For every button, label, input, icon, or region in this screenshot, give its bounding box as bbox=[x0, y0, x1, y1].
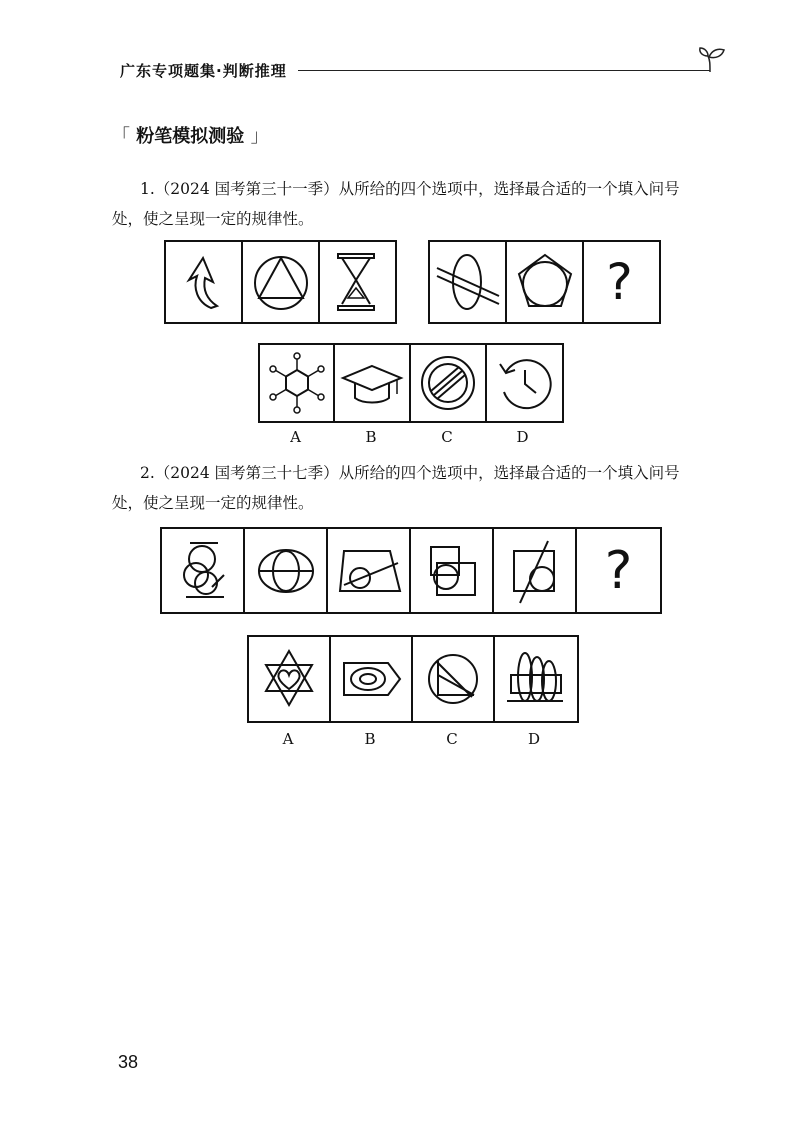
option-label-d: D bbox=[527, 730, 541, 748]
q1-option-c-figure[interactable] bbox=[411, 345, 487, 421]
header-rule bbox=[298, 70, 710, 71]
option-label-c: C bbox=[446, 730, 458, 748]
stacked-circles-figure bbox=[164, 533, 242, 609]
q1-stem-figure-3 bbox=[320, 242, 391, 322]
ellipses-rectangle-figure bbox=[497, 641, 575, 717]
option-label-d: D bbox=[516, 428, 529, 446]
trapezoid-circle-figure bbox=[330, 533, 408, 609]
q2-option-d-figure[interactable] bbox=[495, 637, 577, 721]
q1-stem-figure-5 bbox=[507, 242, 584, 322]
q1-option-d-figure[interactable] bbox=[487, 345, 562, 421]
ellipse-with-lines-figure bbox=[431, 246, 505, 318]
hexagon-molecule-figure bbox=[262, 348, 332, 418]
page-number: 38 bbox=[118, 1052, 139, 1072]
star-heart-figure bbox=[250, 641, 328, 717]
section-title bbox=[112, 122, 269, 148]
q2-option-a-figure[interactable] bbox=[249, 637, 331, 721]
q1-stem-figure-2 bbox=[243, 242, 320, 322]
squares-circle-figure bbox=[413, 533, 491, 609]
q1-stem-group-1 bbox=[164, 240, 397, 324]
q1-stem-group-2 bbox=[428, 240, 661, 324]
q2-option-c-figure[interactable] bbox=[413, 637, 495, 721]
q2-stem-figure-2 bbox=[245, 529, 328, 612]
q1-stem-figure-1 bbox=[166, 242, 243, 322]
question-mark: ? bbox=[606, 253, 633, 311]
q1-option-b-figure[interactable] bbox=[335, 345, 411, 421]
curved-arrow-figure bbox=[169, 246, 239, 318]
option-label-b: B bbox=[364, 730, 376, 748]
pentagon-tag-rings-figure bbox=[332, 641, 410, 717]
question-2-text bbox=[112, 458, 712, 518]
q2-stem-panel bbox=[160, 527, 662, 614]
q2-stem-figure-5 bbox=[494, 529, 577, 612]
header-title: 广东专项题集·判断推理 bbox=[120, 62, 287, 80]
question-mark: ? bbox=[604, 540, 633, 601]
option-label-c: C bbox=[441, 428, 453, 446]
circle-in-pentagon-figure bbox=[508, 246, 582, 318]
question-1-line-1: 1.（2024 国考第三十一季）从所给的四个选项中，选择最合适的一个填入问号 bbox=[140, 180, 680, 198]
q2-stem-figure-4 bbox=[411, 529, 494, 612]
q2-option-b-figure[interactable] bbox=[331, 637, 413, 721]
section-close-bracket: 」 bbox=[250, 126, 269, 147]
option-label-a: A bbox=[282, 730, 294, 748]
q1-stem-figure-4 bbox=[430, 242, 507, 322]
circle-triangle-figure bbox=[414, 641, 492, 717]
history-clock-figure bbox=[490, 348, 560, 418]
q2-question-mark-cell bbox=[577, 529, 660, 612]
q1-option-a-figure[interactable] bbox=[260, 345, 335, 421]
section-title-text: 粉笔模拟测验 bbox=[136, 126, 245, 147]
q1-option-labels bbox=[258, 428, 560, 446]
graduation-cap-figure bbox=[337, 348, 407, 418]
question-1-line-2: 处，使之呈现一定的规律性。 bbox=[112, 210, 314, 228]
square-slash-circle-figure bbox=[496, 533, 574, 609]
q1-question-mark-cell bbox=[584, 242, 655, 322]
q1-options-panel bbox=[258, 343, 564, 423]
q2-options-panel bbox=[247, 635, 579, 723]
question-2-line-2: 处，使之呈现一定的规律性。 bbox=[112, 494, 314, 512]
hourglass-figure bbox=[323, 246, 389, 318]
sprout-icon bbox=[698, 44, 732, 74]
triangle-in-circle-figure bbox=[246, 246, 316, 318]
section-open-bracket: 「 bbox=[112, 126, 130, 147]
nested-ellipse-figure bbox=[247, 533, 325, 609]
q2-option-labels bbox=[247, 730, 575, 748]
question-2-line-1: 2.（2024 国考第三十七季）从所给的四个选项中，选择最合适的一个填入问号 bbox=[140, 464, 680, 482]
question-1-text bbox=[112, 174, 712, 234]
page-header bbox=[120, 58, 720, 92]
q2-stem-figure-1 bbox=[162, 529, 245, 612]
prohibition-sign-figure bbox=[413, 348, 483, 418]
option-label-b: B bbox=[365, 428, 377, 446]
q2-stem-figure-3 bbox=[328, 529, 411, 612]
option-label-a: A bbox=[290, 428, 301, 446]
